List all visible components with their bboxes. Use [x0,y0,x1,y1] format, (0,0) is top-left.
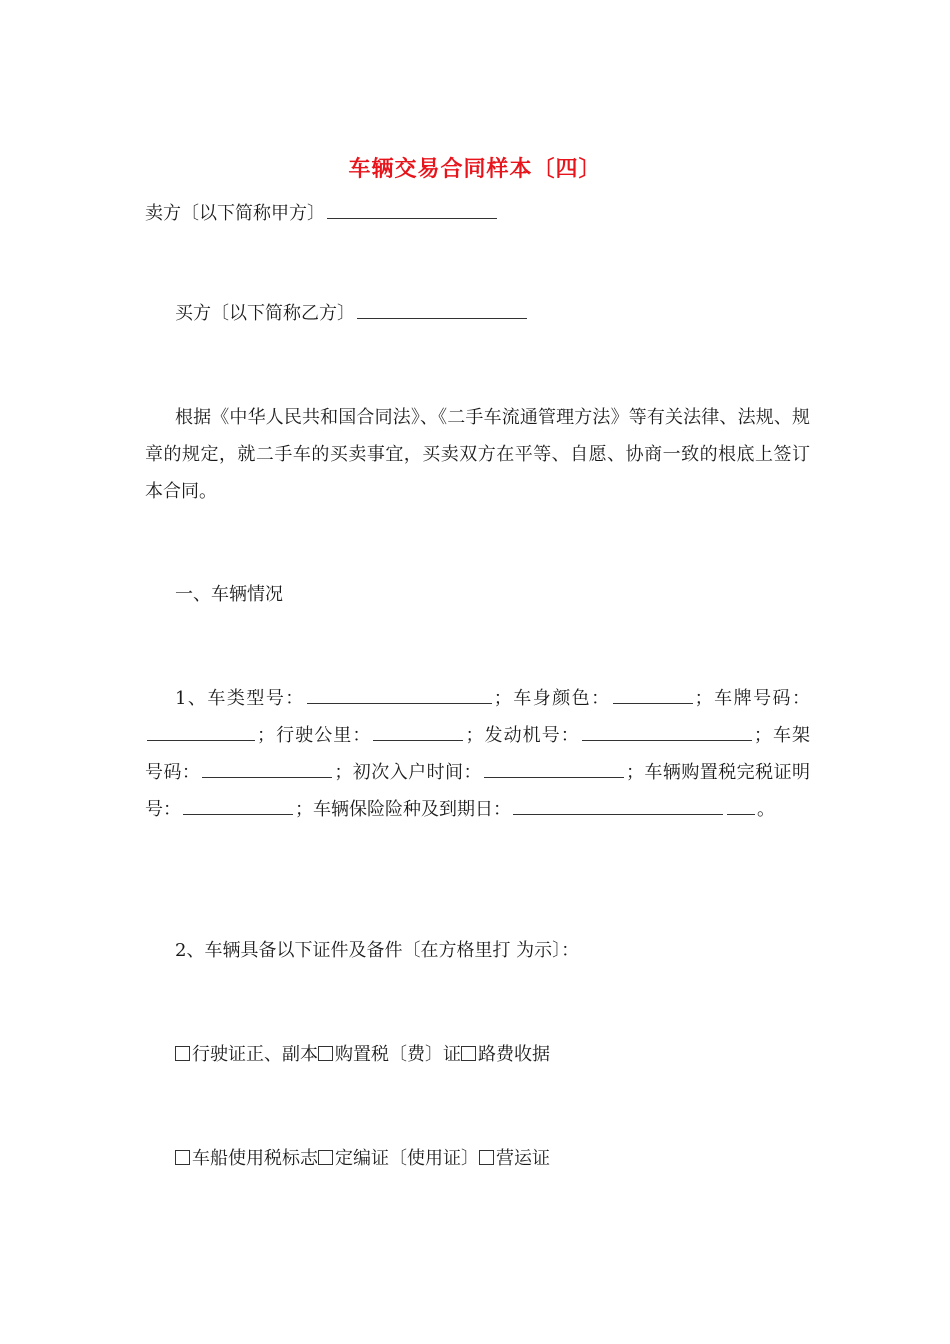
first-reg-label: ；初次入户时间： [334,762,482,783]
mileage-blank [373,739,463,741]
tax-cert-blank [183,813,293,815]
checklist-item: 定编证〔使用证〕 [335,1148,479,1169]
seller-label: 卖方〔以下简称甲方〕 [145,203,325,224]
buyer-line [145,296,840,332]
tax-cert-label: ；车辆购置税完税证明号： [145,762,811,820]
preamble-paragraph: 根据《中华人民共和国合同法》、《二手车流通管理方法》等有关法律、法规、规章的规定，就二手车的买卖事宜，买卖双方在平等、自愿、协商一致的根底上签订本合同。 [145,407,810,502]
engine-label: ；发动机号： [465,725,580,746]
checklist-item: 行驶证正、副本 [192,1044,318,1065]
model-label: 1、车类型号： [175,688,305,709]
buyer-blank [357,317,527,319]
engine-blank [582,739,752,741]
color-label: ；车身颜色： [493,688,611,709]
checkbox-icon[interactable] [175,1046,190,1061]
model-blank [307,702,492,704]
document-title: 车辆交易合同样本〔四〕 [348,157,602,182]
checklist-item: 购置税〔费〕证 [335,1044,461,1065]
checklist-item: 车船使用税标志 [192,1148,318,1169]
vehicle-info-paragraph [145,680,810,828]
checkbox-icon[interactable] [175,1150,190,1165]
mileage-label: ；行驶公里： [257,725,372,746]
item1-end: 。 [757,799,775,820]
checkbox-icon[interactable] [479,1150,494,1165]
color-blank [613,702,693,704]
checklist-item: 营运证 [496,1148,550,1169]
checkbox-icon[interactable] [318,1150,333,1165]
item2-line: 2、车辆具备以下证件及备件〔在方格里打 为示〕： [175,940,580,961]
insurance-blank-cont [727,813,755,815]
insurance-blank [513,813,723,815]
plate-blank [147,739,255,741]
first-reg-blank [484,776,624,778]
seller-line [145,196,810,232]
checklist-row-2 [145,1141,840,1177]
frame-label: ；车架号码： [145,725,811,783]
buyer-label: 买方〔以下简称乙方〕 [175,303,355,324]
checklist-item: 路费收据 [478,1044,550,1065]
checkbox-icon[interactable] [318,1046,333,1061]
insurance-label: ；车辆保险险种及到期日： [295,799,511,820]
checklist-row-1 [145,1037,840,1073]
checkbox-icon[interactable] [461,1046,476,1061]
frame-blank [202,776,332,778]
section1-heading: 一、车辆情况 [175,584,283,605]
seller-blank [327,217,497,219]
plate-label: ；车牌号码： [694,688,811,709]
